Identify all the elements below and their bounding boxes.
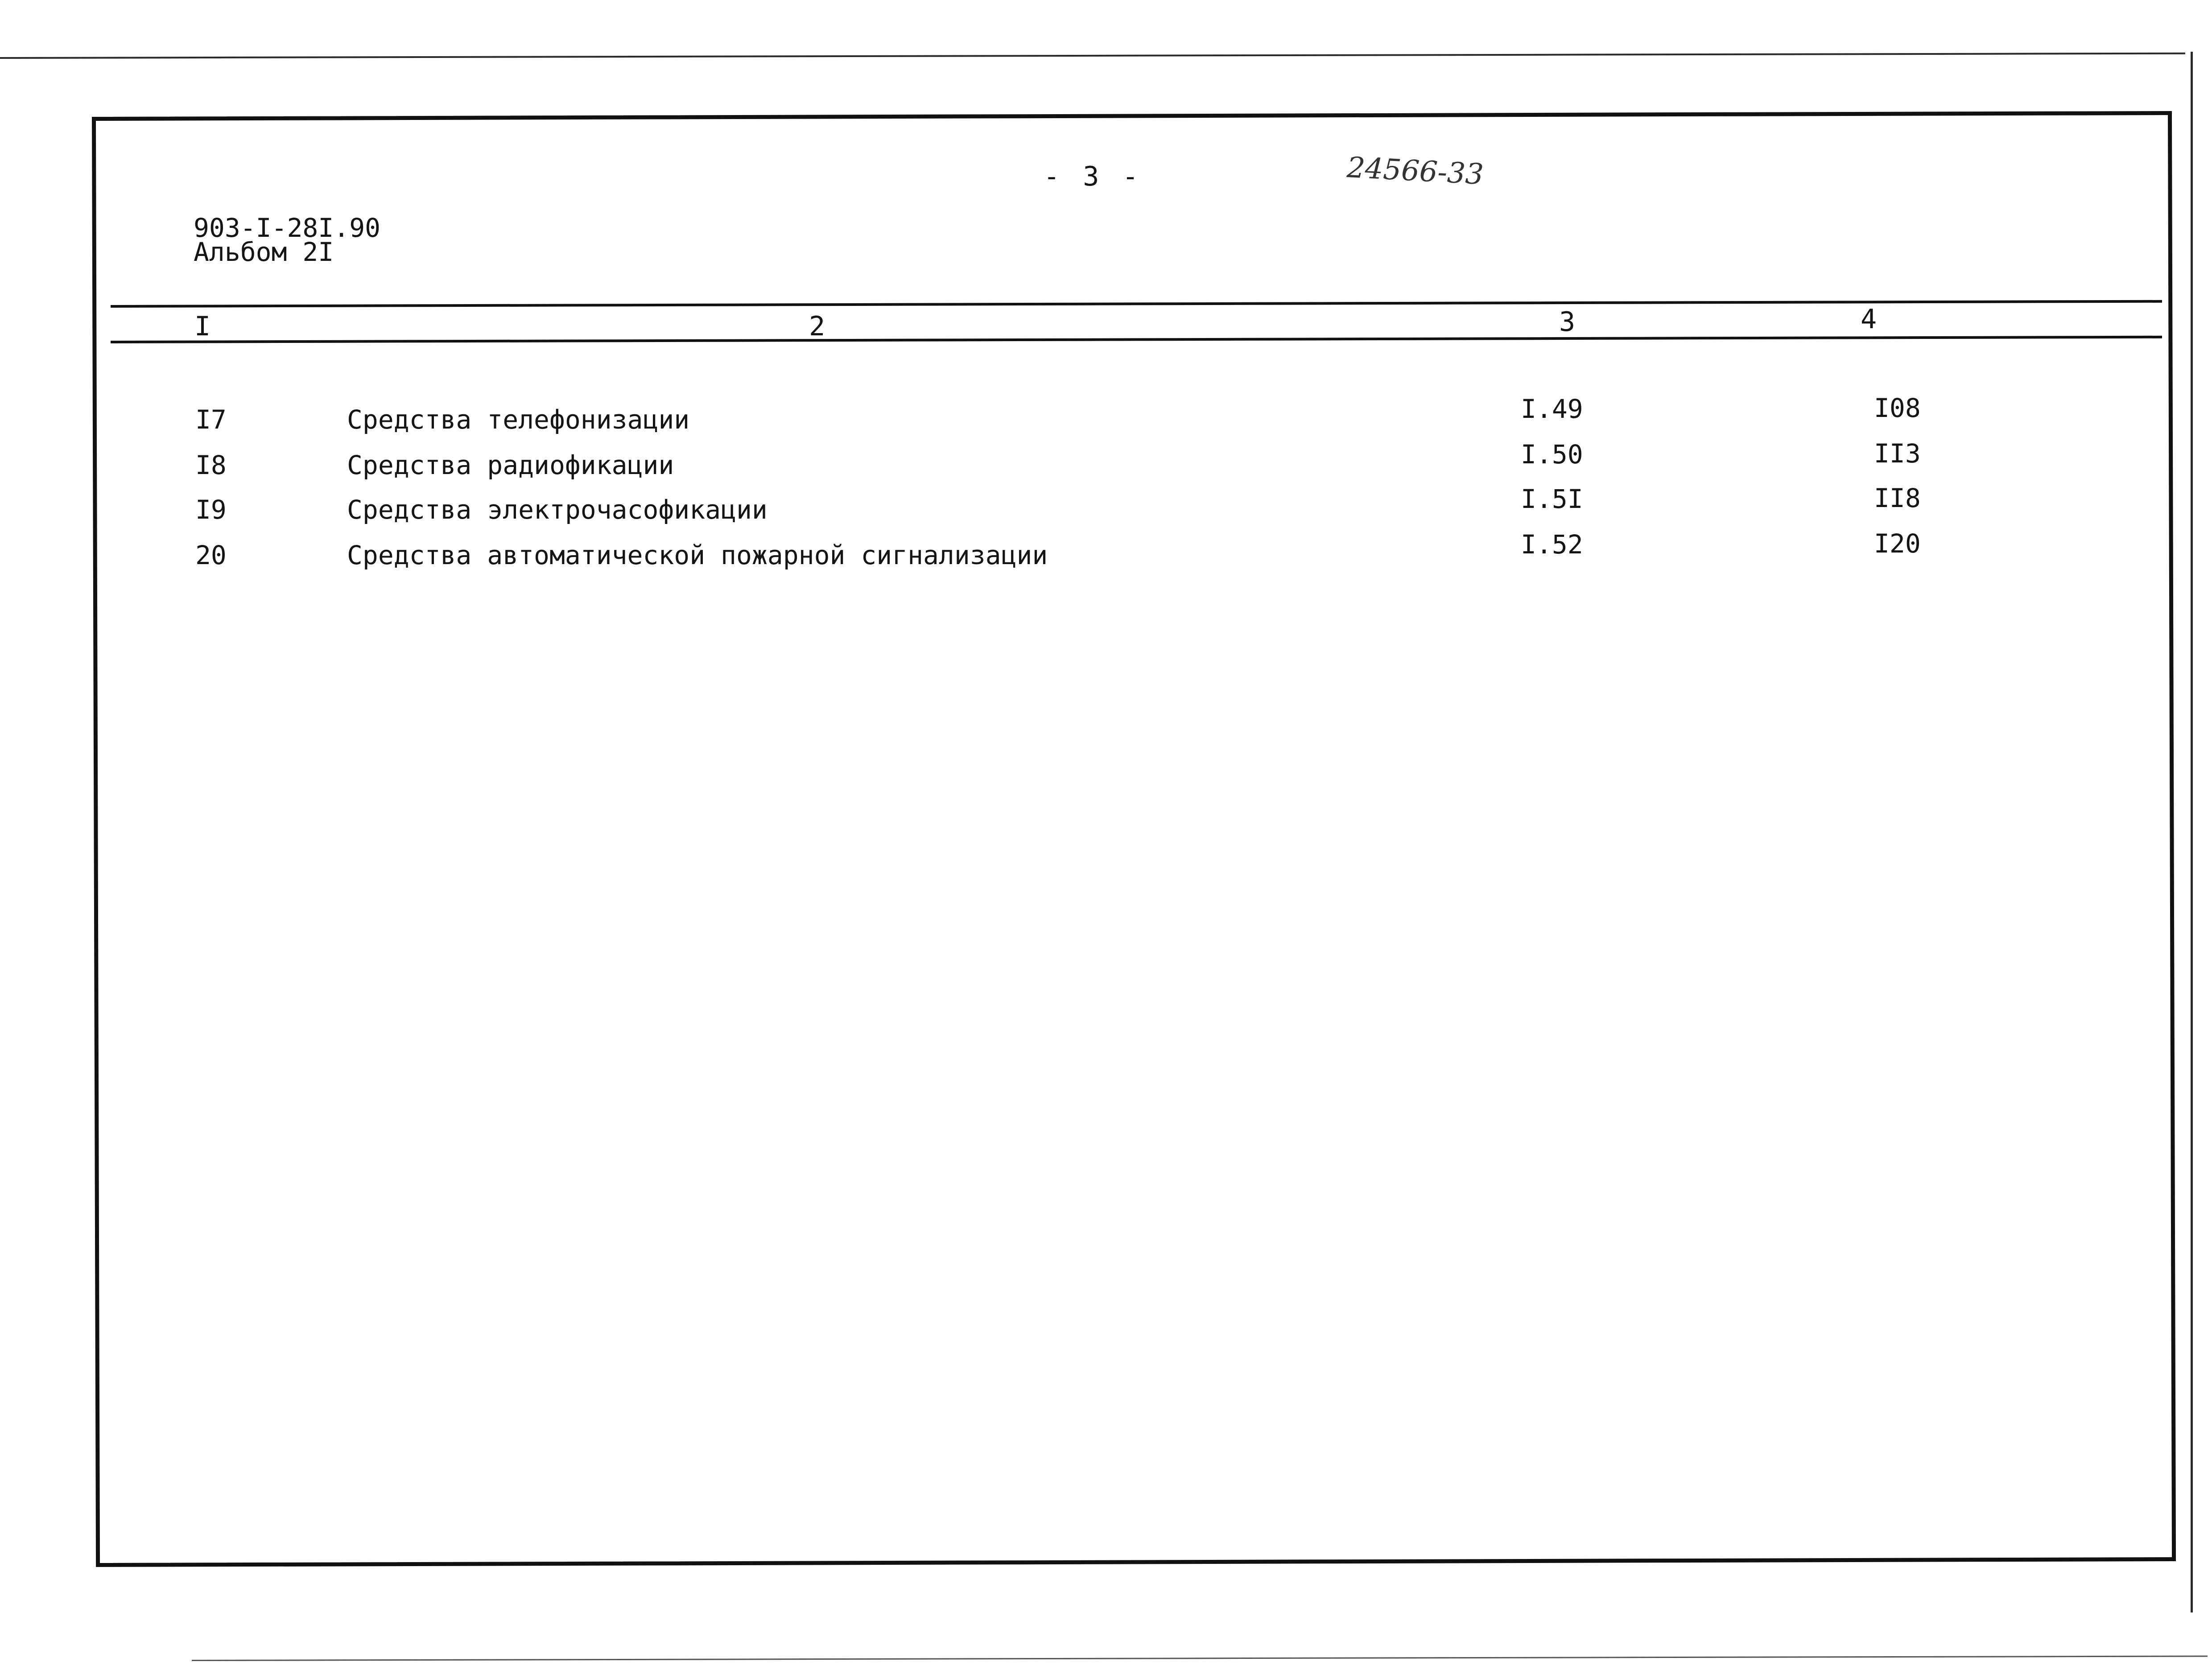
table-row xyxy=(0,483,2212,525)
handwritten-number: 24566-33 xyxy=(1346,151,1485,191)
column-header-4: 4 xyxy=(1861,304,1877,335)
row-col4-value: I08 xyxy=(1874,393,1921,423)
column-header-2: 2 xyxy=(809,311,825,342)
row-col4-value: II3 xyxy=(1874,438,1921,469)
page-number: - 3 - xyxy=(1044,161,1142,192)
column-header-1: I xyxy=(194,311,211,342)
document-code: 903-I-28I.90 xyxy=(194,213,381,243)
row-number: 20 xyxy=(195,540,227,570)
row-col4-value: I20 xyxy=(1874,528,1921,559)
row-number: I9 xyxy=(195,495,227,525)
row-number: I7 xyxy=(195,404,227,435)
table-row xyxy=(0,393,2212,435)
row-col3-value: I.5I xyxy=(1521,484,1583,514)
row-col3-value: I.50 xyxy=(1521,439,1583,470)
row-title: Средства радиофикации xyxy=(347,450,674,480)
table-row xyxy=(0,528,2212,570)
row-col3-value: I.52 xyxy=(1521,529,1583,560)
row-number: I8 xyxy=(195,450,227,480)
row-title: Средства электрочасофикации xyxy=(347,495,768,525)
album-label: Альбом 2I xyxy=(194,237,334,267)
row-col4-value: II8 xyxy=(1874,483,1921,513)
row-title: Средства телефонизации xyxy=(347,404,690,435)
row-title: Средства автоматической пожарной сигнализации xyxy=(347,540,1048,570)
row-col3-value: I.49 xyxy=(1521,394,1583,424)
column-header-3: 3 xyxy=(1559,306,1576,338)
table-row xyxy=(0,438,2212,480)
